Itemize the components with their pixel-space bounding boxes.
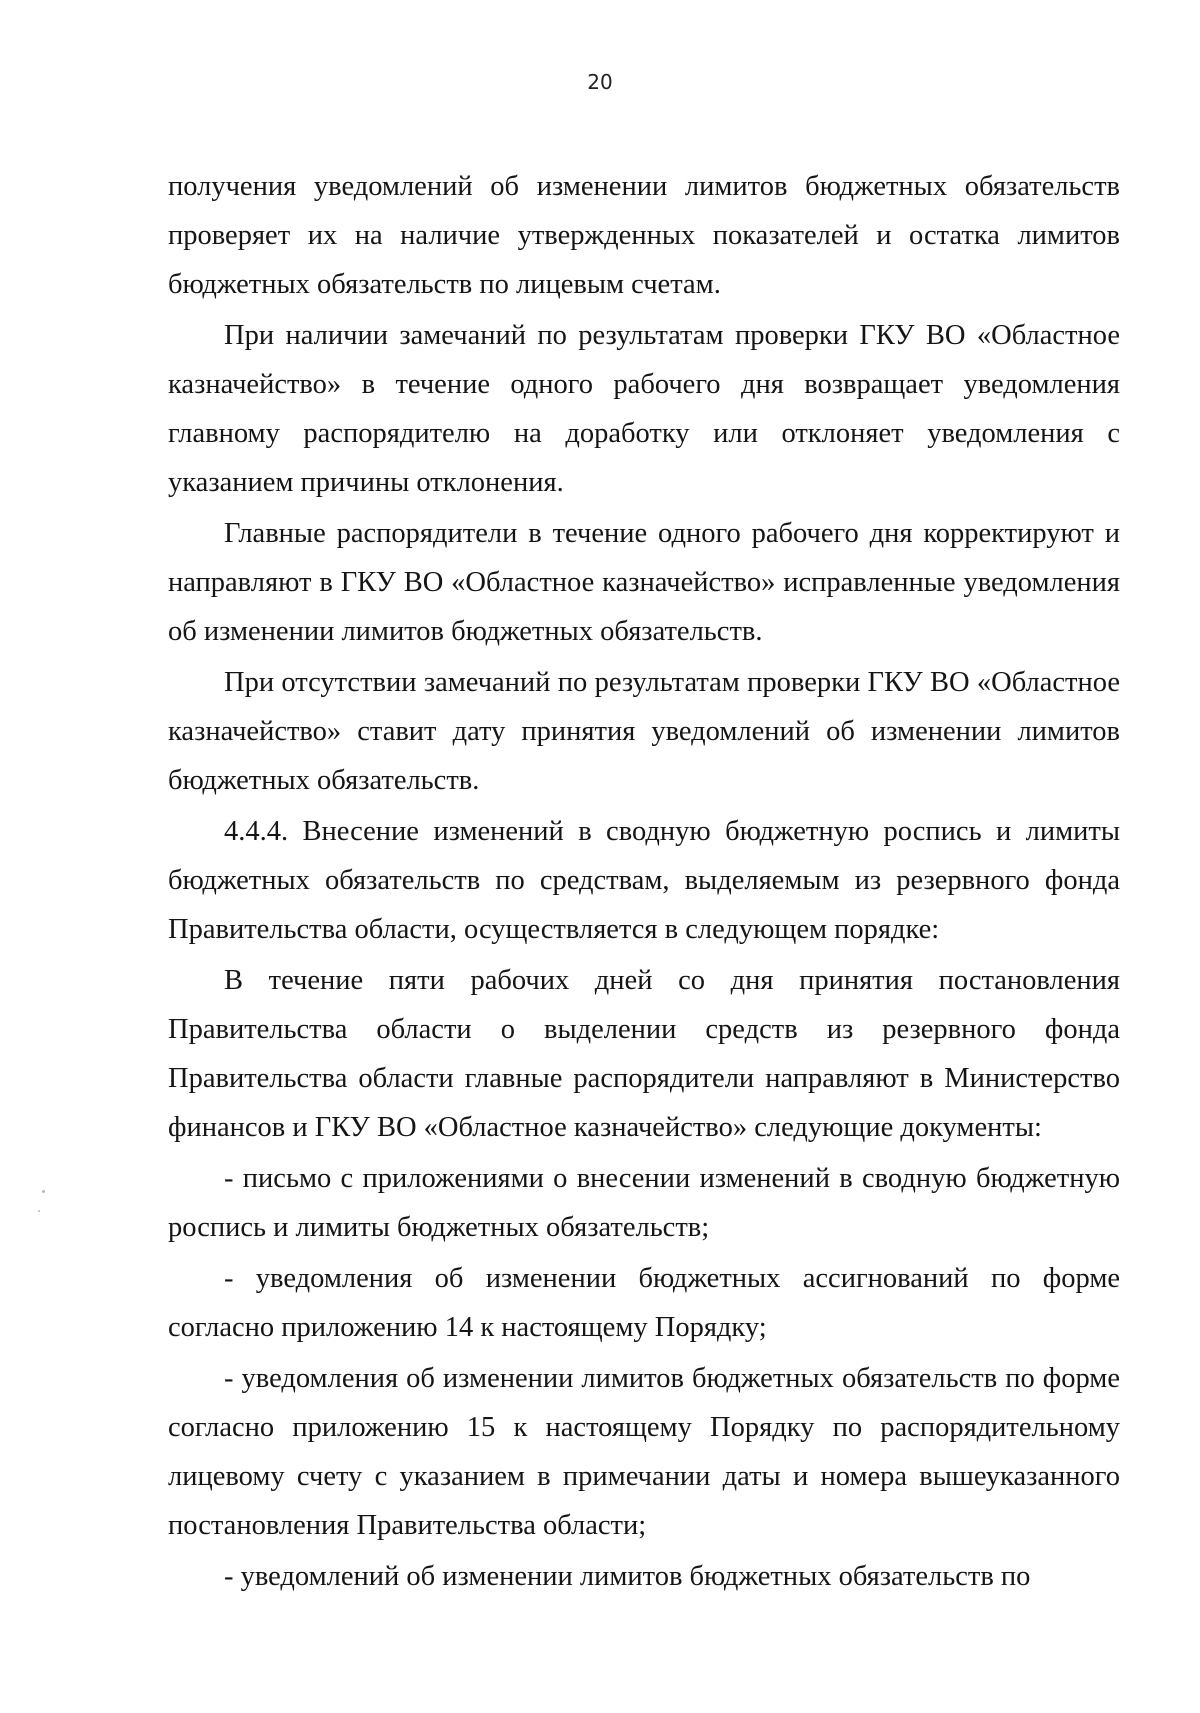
paragraph-corrections: Главные распорядители в течение одного рабочего дня корректируют и направляют в ГКУ ВО «Областное казначейство» исправленные уведомления об изменении лимитов бюджетных обязательств. (168, 518, 1120, 647)
list-item-allocations-notice: - уведомления об изменении бюджетных ассигнований по форме согласно приложению 14 к настоящему Порядку; (168, 1263, 1120, 1343)
list-item-limits-notice-continued: - уведомлений об изменении лимитов бюджетных обязательств по (224, 1561, 1031, 1592)
scan-speck (38, 1210, 40, 1212)
paragraph-continuation: получения уведомлений об изменении лимитов бюджетных обязательств проверяет их на наличие утвержденных показателей и остатка лимитов бюджетных обязательств по лицевым счетам. (168, 171, 1120, 300)
document-body (168, 162, 1120, 1601)
list-item-limits-notice: - уведомления об изменении лимитов бюджетных обязательств по форме согласно приложению 15 к настоящему Порядку по распорядительному лицевому счету с указанием в примечании даты и номера вышеуказанного постановления Правительства области; (168, 1363, 1120, 1541)
paragraph-acceptance-date: При отсутствии замечаний по результатам проверки ГКУ ВО «Областное казначейство» ставит дату принятия уведомлений об изменении лимитов бюджетных обязательств. (168, 667, 1120, 796)
paragraph-section-4-4-4: 4.4.4. Внесение изменений в сводную бюджетную роспись и лимиты бюджетных обязательств по средствам, выделяемым из резервного фонда Правительства области, осуществляется в следующем порядке: (168, 816, 1120, 945)
page-number: 20 (587, 70, 613, 94)
paragraph-five-days: В течение пяти рабочих дней со дня принятия постановления Правительства области о выделении средств из резервного фонда Правительства области главные распорядители направляют в Министерство финансов и ГКУ ВО «Областное казначейство» следующие документы: (168, 965, 1120, 1143)
list-item-letter: - письмо с приложениями о внесении изменений в сводную бюджетную роспись и лимиты бюджетных обязательств; (168, 1163, 1120, 1243)
scan-speck (42, 1190, 45, 1193)
paragraph-remarks-return: При наличии замечаний по результатам проверки ГКУ ВО «Областное казначейство» в течение одного рабочего дня возвращает уведомления главному распорядителю на доработку или отклоняет уведомления с указанием причины отклонения. (168, 320, 1120, 498)
